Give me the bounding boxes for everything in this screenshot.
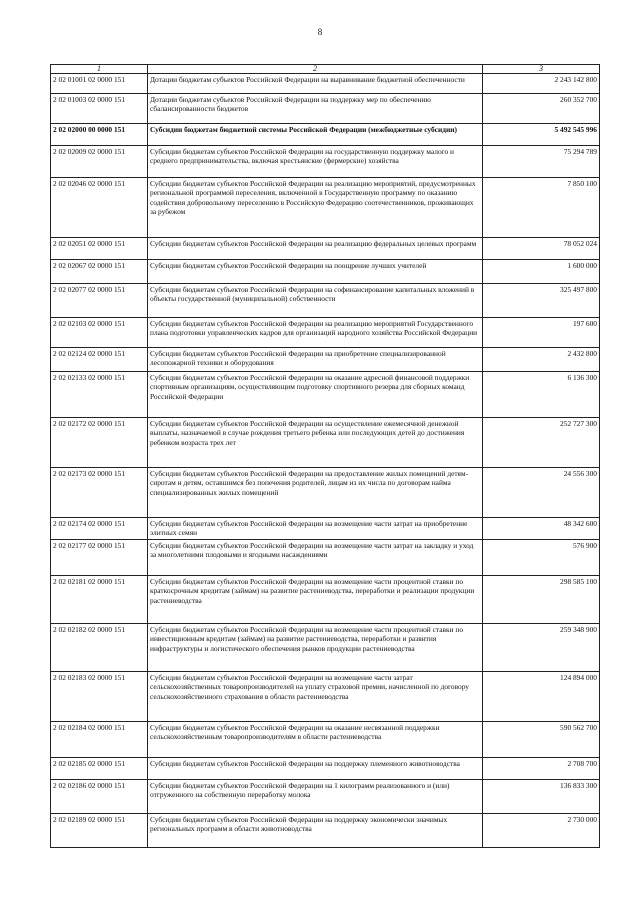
row-name: Субсидии бюджетам субъектов Российской Федерации на 1 килограмм реализованного и (или) отгруженного на собственную переработку молока bbox=[148, 780, 483, 814]
row-amount: 259 348 900 bbox=[483, 624, 600, 672]
table-body bbox=[51, 74, 600, 848]
row-name: Субсидии бюджетам бюджетной системы Российской Федерации (межбюджетные субсидии) bbox=[148, 124, 483, 146]
row-code: 2 02 02000 00 0000 151 bbox=[51, 124, 148, 146]
row-amount: 7 850 100 bbox=[483, 178, 600, 238]
row-code: 2 02 02172 02 0000 151 bbox=[51, 418, 148, 468]
row-amount: 2 708 700 bbox=[483, 758, 600, 780]
row-code: 2 02 01001 02 0000 151 bbox=[51, 74, 148, 94]
row-name: Субсидии бюджетам субъектов Российской Федерации на приобретение специализированной лесопожарной техники и оборудования bbox=[148, 348, 483, 372]
row-code: 2 02 02177 02 0000 151 bbox=[51, 540, 148, 576]
row-amount: 576 900 bbox=[483, 540, 600, 576]
row-code: 2 02 02077 02 0000 151 bbox=[51, 284, 148, 318]
row-code: 2 02 02124 02 0000 151 bbox=[51, 348, 148, 372]
row-code: 2 02 02173 02 0000 151 bbox=[51, 468, 148, 518]
row-code: 2 02 02174 02 0000 151 bbox=[51, 518, 148, 540]
row-name: Субсидии бюджетам субъектов Российской Федерации на государственную поддержку малого и среднего предпринимательства, включая крестьянские (фермерские) хозяйства bbox=[148, 146, 483, 178]
row-amount: 325 497 800 bbox=[483, 284, 600, 318]
row-amount: 136 833 300 bbox=[483, 780, 600, 814]
row-amount: 124 894 000 bbox=[483, 672, 600, 722]
row-code: 2 02 02051 02 0000 151 bbox=[51, 238, 148, 260]
row-name: Дотации бюджетам субъектов Российской Федерации на выравнивание бюджетной обеспеченности bbox=[148, 74, 483, 94]
row-amount: 590 562 700 bbox=[483, 722, 600, 758]
row-code: 2 02 02189 02 0000 151 bbox=[51, 814, 148, 848]
row-code: 2 02 02184 02 0000 151 bbox=[51, 722, 148, 758]
row-code: 2 02 02133 02 0000 151 bbox=[51, 372, 148, 418]
row-name: Субсидии бюджетам субъектов Российской Федерации на возмещение части процентной ставки по краткосрочным кредитам (займам) на развитие растениеводства, переработки и реализации продукции растениеводства bbox=[148, 576, 483, 624]
row-code: 2 02 01003 02 0000 151 bbox=[51, 94, 148, 124]
row-amount: 260 352 700 bbox=[483, 94, 600, 124]
table-header-row bbox=[51, 65, 600, 74]
row-amount: 298 585 100 bbox=[483, 576, 600, 624]
budget-revenue-table bbox=[50, 64, 600, 848]
row-code: 2 02 02183 02 0000 151 bbox=[51, 672, 148, 722]
row-amount: 6 136 300 bbox=[483, 372, 600, 418]
row-code: 2 02 02186 02 0000 151 bbox=[51, 780, 148, 814]
row-name: Субсидии бюджетам субъектов Российской Федерации на осуществление ежемесячной денежной выплаты, назначаемой в случае рождения третьего ребенка или последующих детей до достижения ребенком возраста трех лет bbox=[148, 418, 483, 468]
row-amount: 2 730 000 bbox=[483, 814, 600, 848]
row-name: Субсидии бюджетам субъектов Российской Федерации на возмещение части процентной ставки по инвестиционным кредитам (займам) на развитие растениеводства, переработки и развития инфраструктуры и логистического обеспечения рынков продукции растениеводства bbox=[148, 624, 483, 672]
row-name: Субсидии бюджетам субъектов Российской Федерации на софинансирование капитальных вложений в объекты государственной (муниципальной) собственности bbox=[148, 284, 483, 318]
row-code: 2 02 02046 02 0000 151 bbox=[51, 178, 148, 238]
row-name: Субсидии бюджетам субъектов Российской Федерации на возмещение части затрат на закладку и уход за многолетними плодовыми и ягодными насаждениями bbox=[148, 540, 483, 576]
row-amount: 75 294 789 bbox=[483, 146, 600, 178]
row-amount: 1 600 000 bbox=[483, 260, 600, 284]
row-code: 2 02 02182 02 0000 151 bbox=[51, 624, 148, 672]
row-code: 2 02 02009 02 0000 151 bbox=[51, 146, 148, 178]
row-name: Субсидии бюджетам субъектов Российской Федерации на поддержку экономически значимых региональных программ в области животноводства bbox=[148, 814, 483, 848]
page-number: 8 bbox=[317, 27, 323, 37]
row-amount: 24 556 300 bbox=[483, 468, 600, 518]
row-amount: 5 492 545 996 bbox=[483, 124, 600, 146]
row-name: Субсидии бюджетам субъектов Российской Федерации на предоставление жилых помещений детям-сиротам и детям, оставшимся без попечения родителей, лицам из их числа по договорам найма специализированных жилых помещений bbox=[148, 468, 483, 518]
column-header-code: 1 bbox=[51, 65, 148, 74]
row-amount: 252 727 300 bbox=[483, 418, 600, 468]
row-code: 2 02 02103 02 0000 151 bbox=[51, 318, 148, 348]
row-name: Субсидии бюджетам субъектов Российской Федерации на оказание адресной финансовой поддержки спортивным организациям, осуществляющим подготовку спортивного резерва для сборных команд Российской Федерации bbox=[148, 372, 483, 418]
row-name: Субсидии бюджетам субъектов Российской Федерации на поддержку племенного животноводства bbox=[148, 758, 483, 780]
row-code: 2 02 02067 02 0000 151 bbox=[51, 260, 148, 284]
row-amount: 78 052 024 bbox=[483, 238, 600, 260]
column-header-amount: 3 bbox=[483, 65, 600, 74]
row-amount: 2 243 142 800 bbox=[483, 74, 600, 94]
row-amount: 48 342 600 bbox=[483, 518, 600, 540]
row-code: 2 02 02185 02 0000 151 bbox=[51, 758, 148, 780]
row-amount: 2 432 800 bbox=[483, 348, 600, 372]
row-name: Субсидии бюджетам субъектов Российской Федерации на оказание несвязанной поддержки сельскохозяйственным товаропроизводителям в области растениеводства bbox=[148, 722, 483, 758]
row-name: Субсидии бюджетам субъектов Российской Федерации на возмещение части затрат сельскохозяйственных товаропроизводителей на уплату страховой премии, начисленной по договору сельскохозяйственного страхования в области растениеводства bbox=[148, 672, 483, 722]
row-amount: 197 600 bbox=[483, 318, 600, 348]
row-name: Субсидии бюджетам субъектов Российской Федерации на реализацию федеральных целевых программ bbox=[148, 238, 483, 260]
row-name: Субсидии бюджетам субъектов Российской Федерации на реализацию мероприятий, предусмотренных региональной программой переселения, включенной в Государственную программу по оказанию содействия добровольному переселению в Российскую Федерацию соотечественников, проживающих за рубежом bbox=[148, 178, 483, 238]
column-header-name: 2 bbox=[148, 65, 483, 74]
row-name: Субсидии бюджетам субъектов Российской Федерации на возмещение части затрат на приобретение элитных семян bbox=[148, 518, 483, 540]
row-name: Дотации бюджетам субъектов Российской Федерации на поддержку мер по обеспечению сбалансированности бюджетов bbox=[148, 94, 483, 124]
row-code: 2 02 02181 02 0000 151 bbox=[51, 576, 148, 624]
row-name: Субсидии бюджетам субъектов Российской Федерации на поощрение лучших учителей bbox=[148, 260, 483, 284]
row-name: Субсидии бюджетам субъектов Российской Федерации на реализацию мероприятий Государственного плана подготовки управленческих кадров для организаций народного хозяйства Российской Федерации bbox=[148, 318, 483, 348]
